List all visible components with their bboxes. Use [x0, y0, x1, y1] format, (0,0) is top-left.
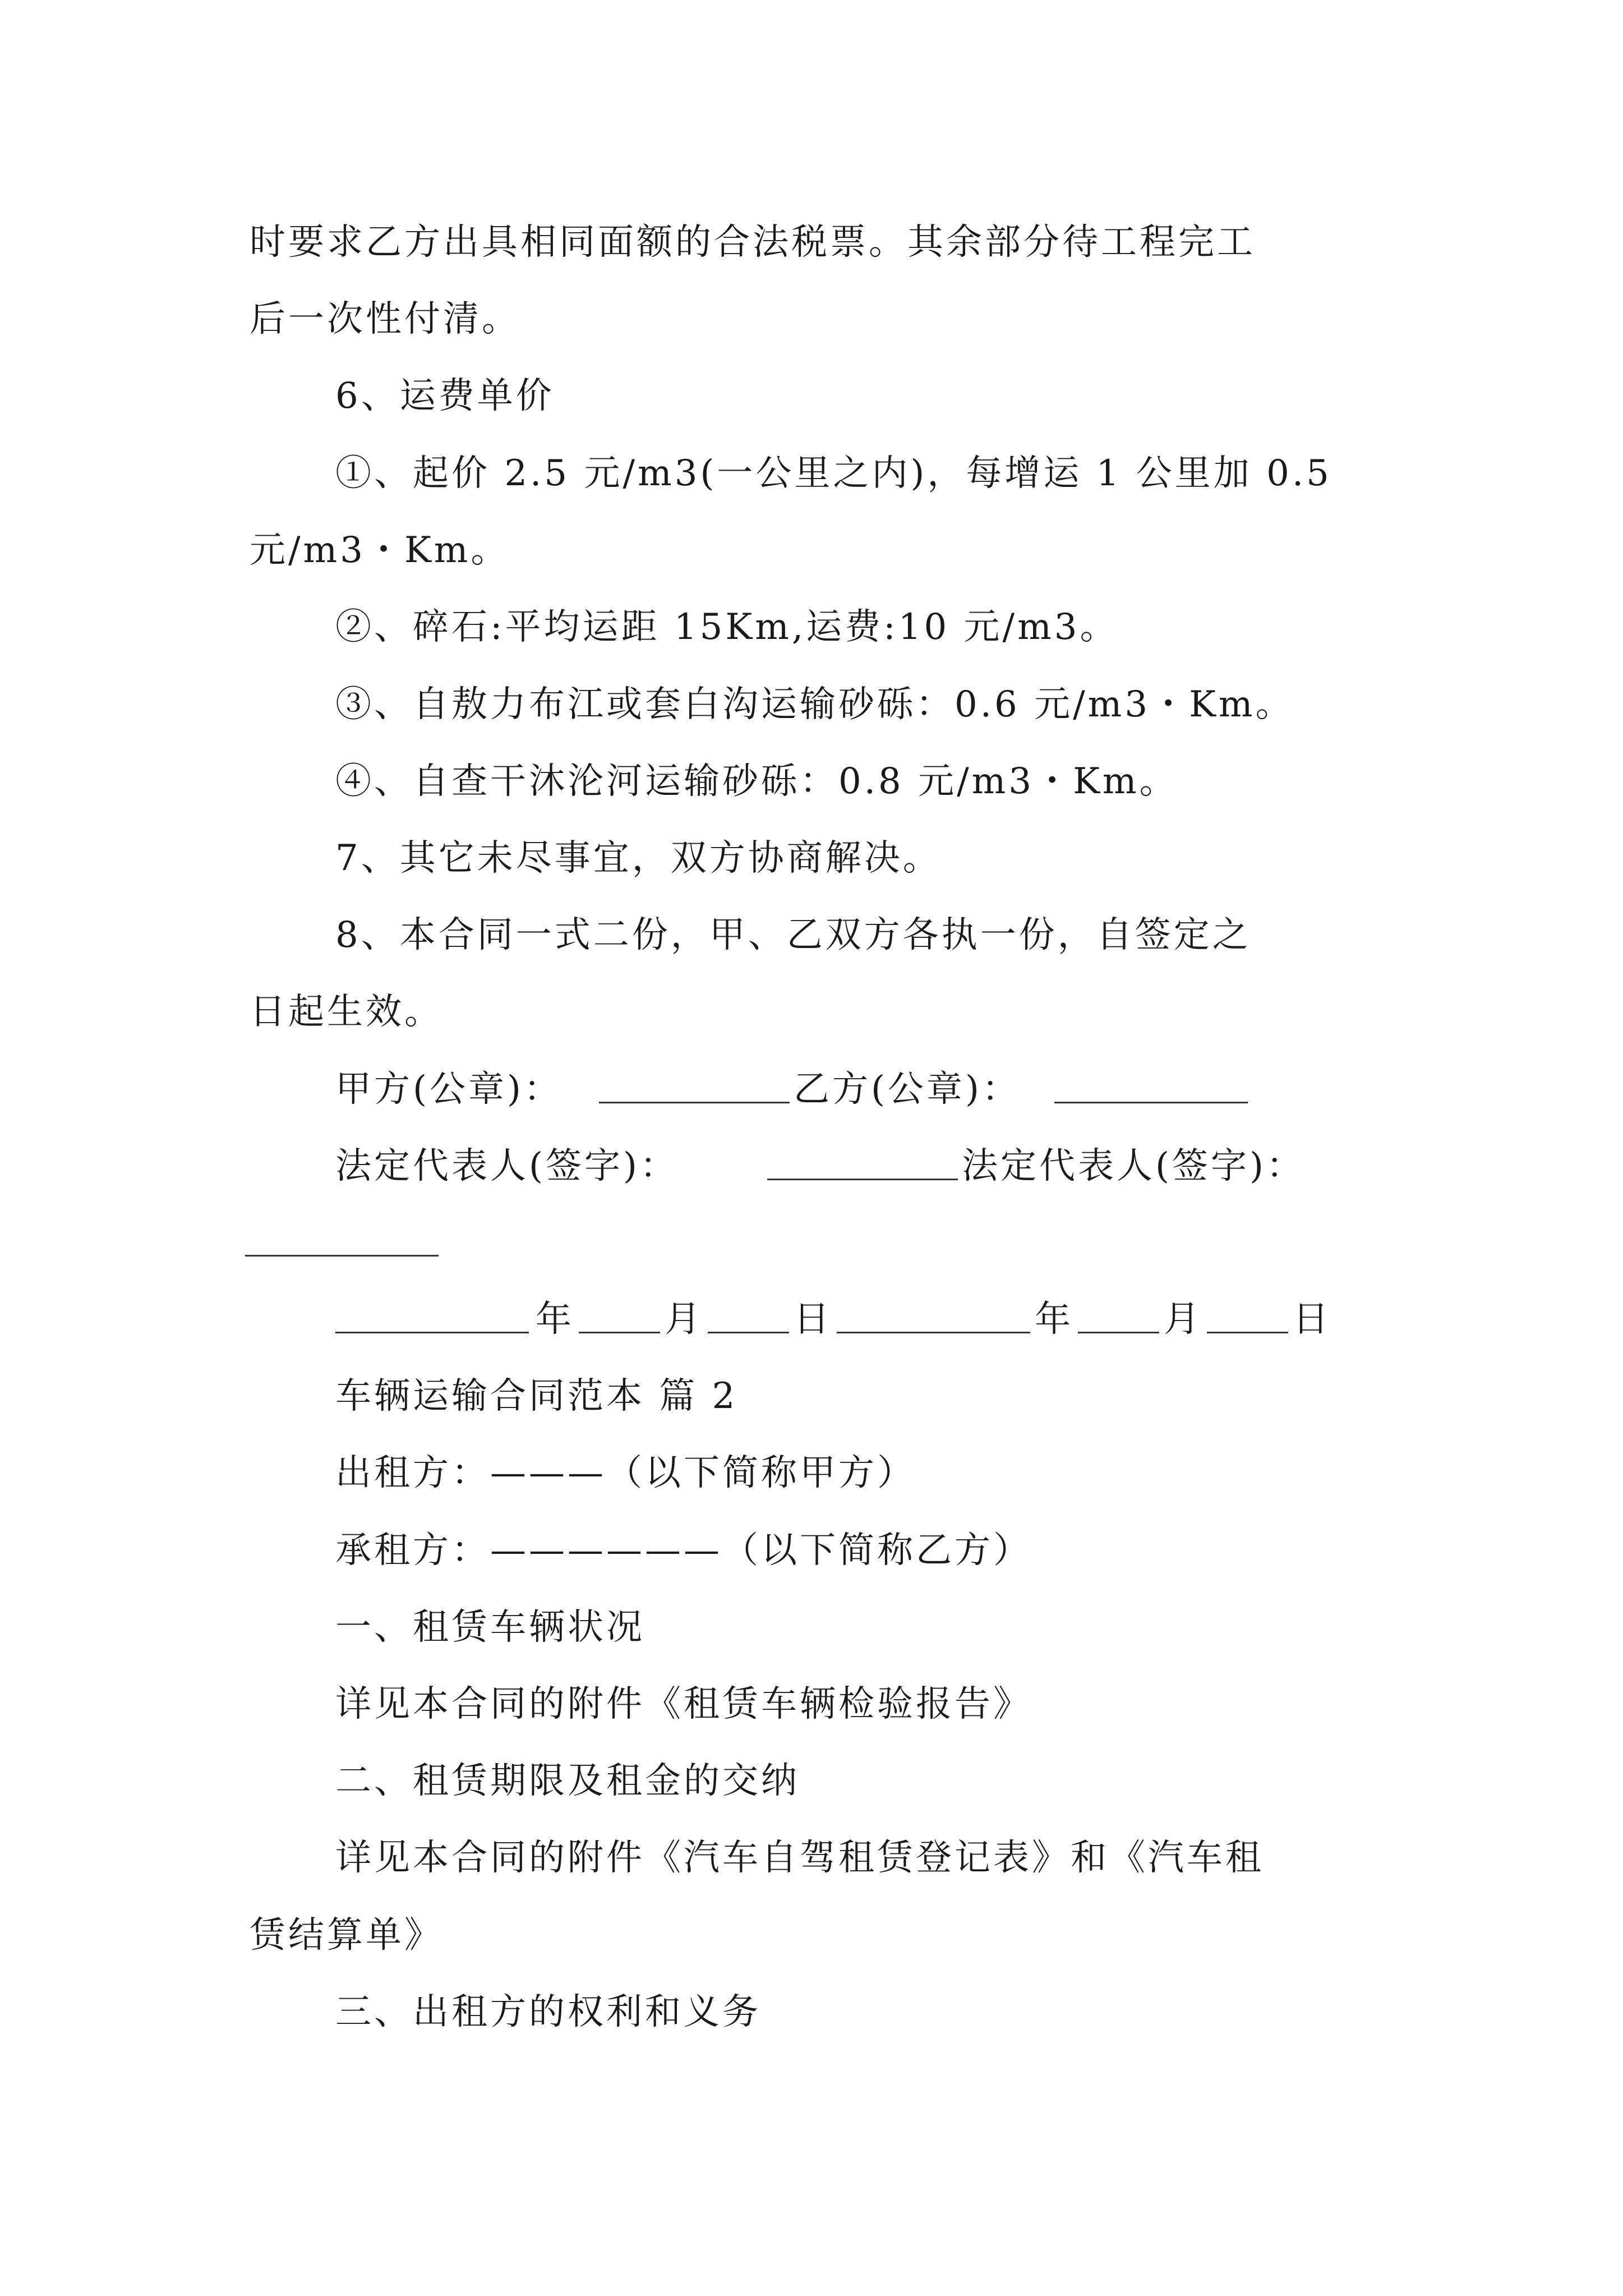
- item-8-line: 日起生效。: [250, 991, 443, 1033]
- paragraph-line: 时要求乙方出具相同面额的合法税票。其余部分待工程完工: [250, 222, 1256, 263]
- rate-4: ④、自查干沐沦河运输砂砾：0.8 元/m3・Km。: [335, 761, 1178, 802]
- date-a-month-blank: [579, 1332, 660, 1333]
- rep-b-signature-blank: [245, 1255, 439, 1257]
- item-7: 7、其它未尽事宜，双方协商解决。: [335, 838, 942, 879]
- date-a-year-label: 年: [536, 1299, 574, 1340]
- date-a-month-label: 月: [665, 1299, 703, 1340]
- item-6-title: 6、运费单价: [335, 375, 555, 417]
- lessee-line: 承租方：——————（以下简称乙方）: [335, 1530, 1032, 1571]
- clause-2-title: 二、租赁期限及租金的交纳: [335, 1760, 800, 1802]
- party-a-seal-label: 甲方(公章)：: [335, 1069, 562, 1110]
- rate-1-line: ①、起价 2.5 元/m3(一公里之内)，每增运 1 公里加 0.5: [335, 453, 1332, 494]
- rate-3: ③、自敖力布江或套白沟运输砂砾：0.6 元/m3・Km。: [335, 684, 1294, 725]
- rate-1-line: 元/m3・Km。: [250, 530, 510, 571]
- date-b-month-label: 月: [1164, 1299, 1202, 1340]
- date-a-year-blank: [335, 1332, 529, 1333]
- clause-2-body-line: 详见本合同的附件《汽车自驾租赁登记表》和《汽车租: [335, 1837, 1264, 1879]
- date-b-year-label: 年: [1035, 1299, 1073, 1340]
- party-a-seal-blank: [599, 1102, 790, 1103]
- clause-3-title: 三、出租方的权利和义务: [335, 1991, 761, 2033]
- rep-a-signature-label: 法定代表人(签字)：: [335, 1145, 679, 1187]
- party-b-seal-blank: [1054, 1102, 1248, 1103]
- clause-1-title: 一、租赁车辆状况: [335, 1607, 645, 1648]
- date-a-day-label: 日: [794, 1299, 832, 1340]
- clause-1-body: 详见本合同的附件《租赁车辆检验报告》: [335, 1683, 1032, 1725]
- party-b-seal-label: 乙方(公章)：: [794, 1069, 1021, 1110]
- paragraph-line: 后一次性付清。: [250, 298, 520, 340]
- date-b-day-blank: [1207, 1332, 1288, 1333]
- lessor-line: 出租方：———（以下简称甲方）: [335, 1452, 916, 1494]
- rep-a-signature-blank: [767, 1179, 958, 1180]
- date-b-year-blank: [837, 1332, 1030, 1333]
- date-a-day-blank: [708, 1332, 789, 1333]
- date-b-day-label: 日: [1293, 1299, 1331, 1340]
- item-8-line: 8、本合同一式二份，甲、乙双方各执一份，自签定之: [335, 914, 1251, 956]
- date-b-month-blank: [1078, 1332, 1159, 1333]
- section-2-title: 车辆运输合同范本 篇 2: [335, 1375, 738, 1417]
- rep-b-signature-label: 法定代表人(签字)：: [962, 1145, 1305, 1187]
- rate-2: ②、碎石:平均运距 15Km,运费:10 元/m3。: [335, 606, 1119, 648]
- clause-2-body-line: 赁结算单》: [250, 1915, 443, 1956]
